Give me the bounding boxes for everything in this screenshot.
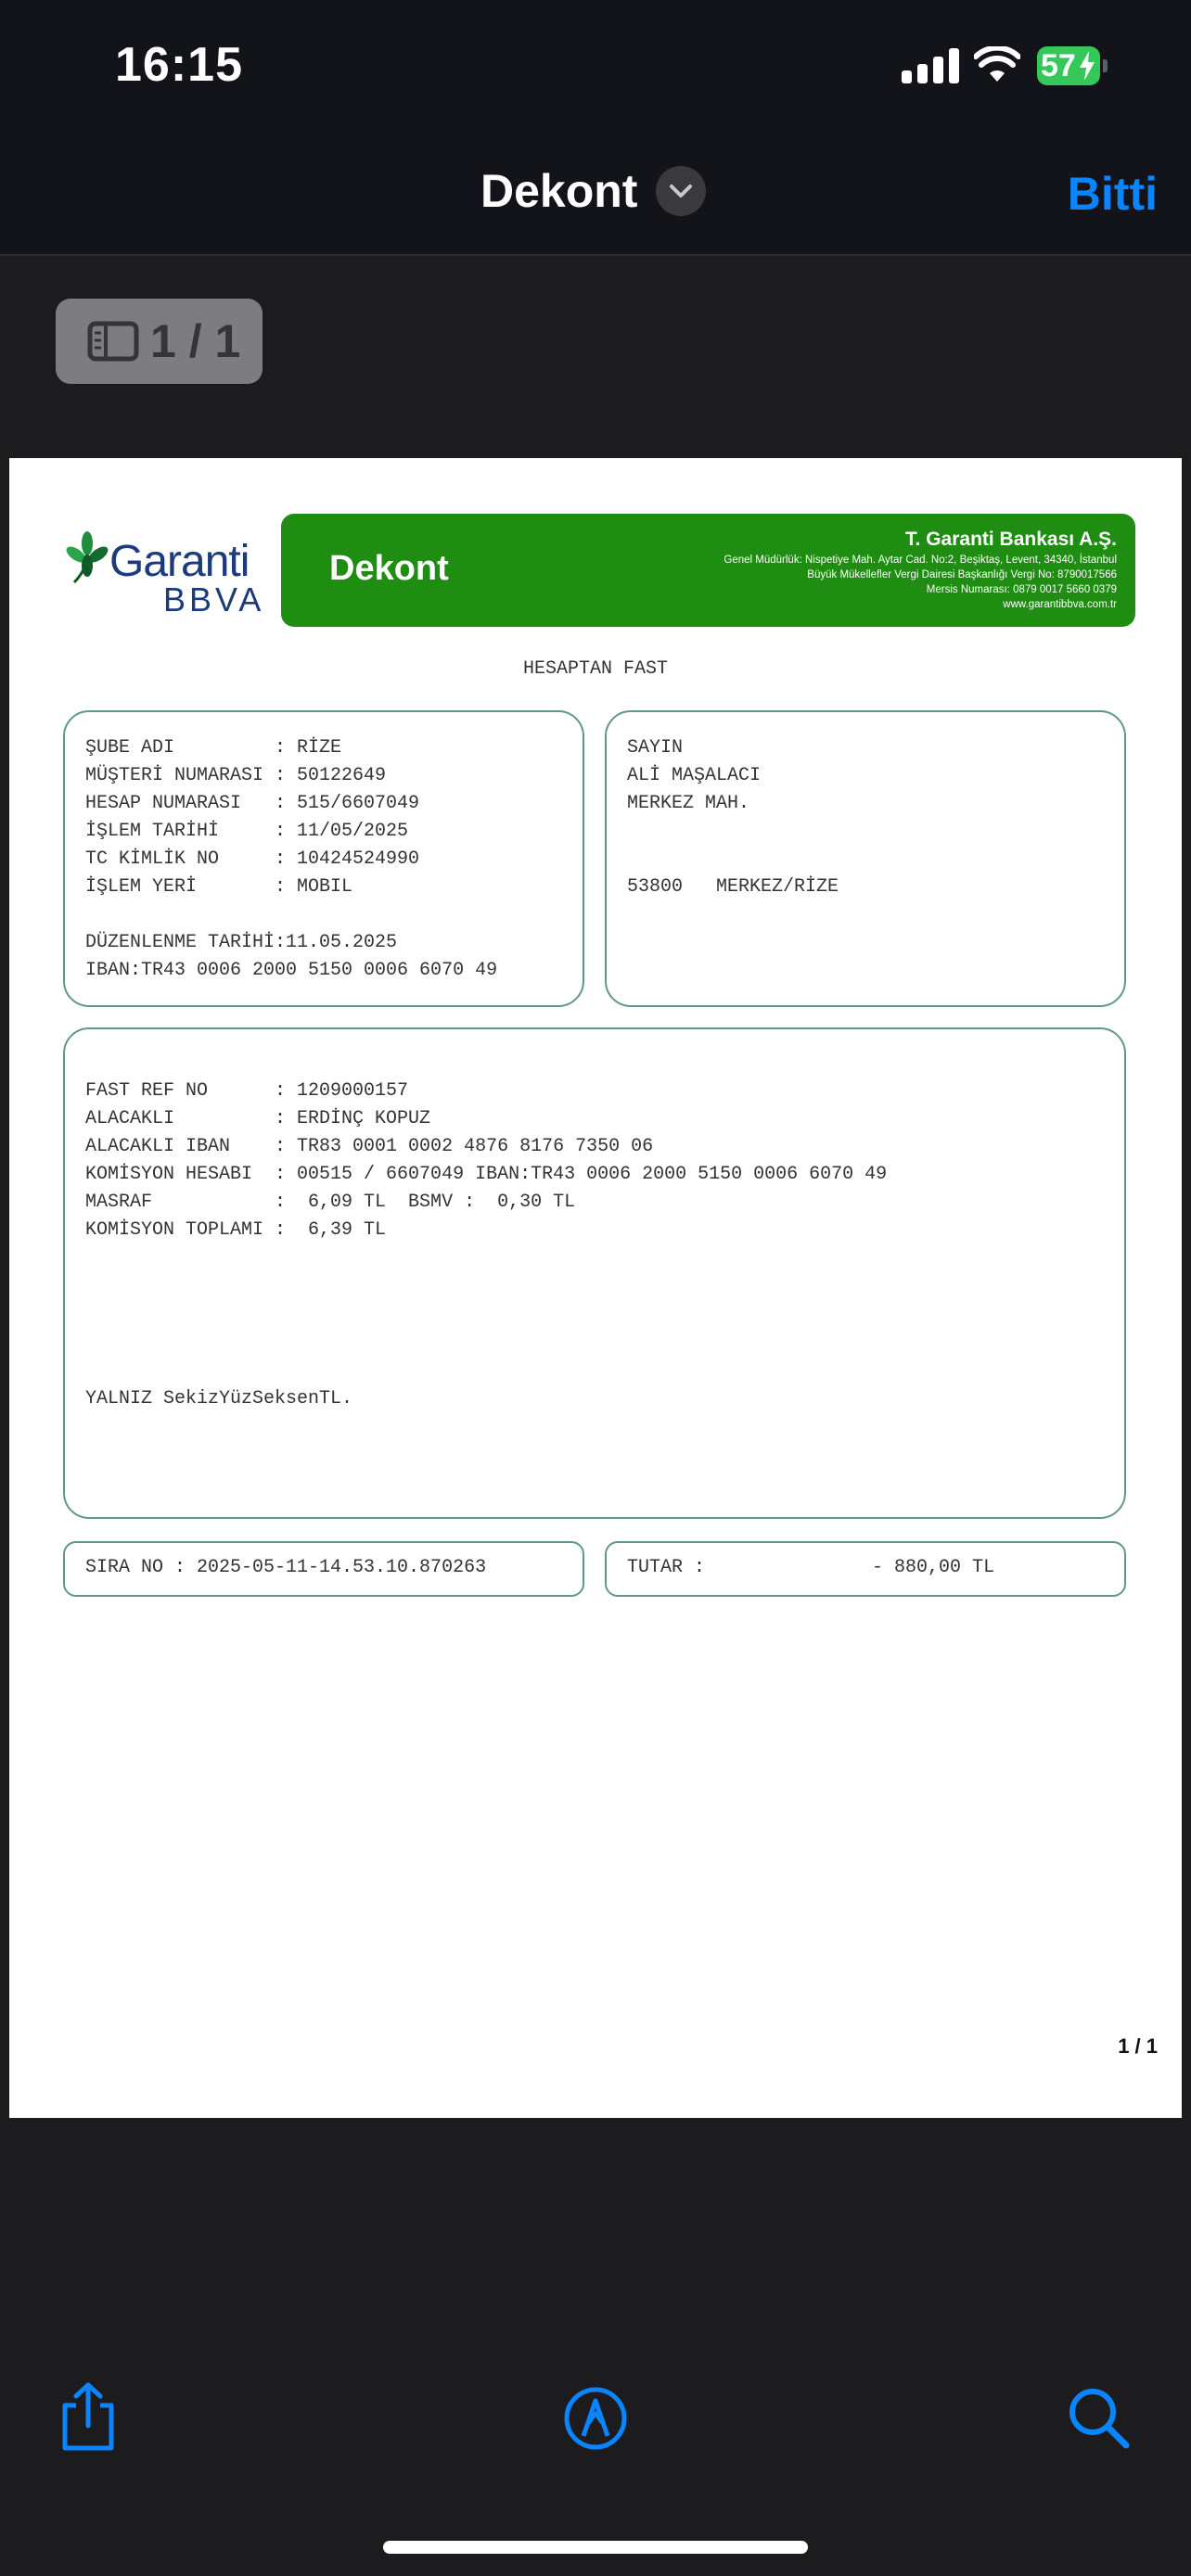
detail-line: KOMİSYON HESABI : 00515 / 6607049 IBAN:TR43 0006 2000 5150 0006 6070 49: [85, 1164, 888, 1185]
sidebar-icon: [87, 321, 139, 362]
logo-sub-text: BBVA: [163, 580, 265, 618]
document-banner: [281, 514, 1135, 627]
recipient-line: ALİ MAŞALACI: [627, 765, 762, 786]
clover-logo-icon: [65, 530, 109, 586]
detail-line: ALACAKLI : ERDİNÇ KOPUZ: [85, 1108, 431, 1129]
document-page: [9, 458, 1182, 2118]
account-line: İŞLEM TARİHİ : 11/05/2025: [85, 821, 409, 842]
amount-in-words: YALNIZ SekizYüzSeksenTL.: [85, 1388, 353, 1409]
battery-icon: [1037, 46, 1109, 85]
bank-website-line: www.garantibbva.com.tr: [1003, 599, 1117, 610]
status-bar: [0, 0, 1191, 130]
search-icon[interactable]: [1067, 2386, 1132, 2451]
title-dropdown-button[interactable]: [656, 166, 706, 216]
account-line: HESAP NUMARASI : 515/6607049: [85, 793, 420, 814]
total-box: [605, 1541, 1126, 1597]
garanti-bbva-logo: [65, 530, 265, 618]
transaction-type-heading: HESAPTAN FAST: [522, 658, 669, 680]
account-line: İŞLEM YERİ : MOBIL: [85, 876, 353, 898]
recipient-line: 53800 MERKEZ/RİZE: [627, 876, 839, 898]
total-amount: TUTAR : - 880,00 TL: [627, 1557, 995, 1578]
sequence-box: [63, 1541, 584, 1597]
done-button[interactable]: Bitti: [1067, 168, 1158, 220]
share-icon[interactable]: [56, 2381, 121, 2452]
recipient-line: MERKEZ MAH.: [627, 793, 750, 814]
account-info-box: [63, 710, 584, 1007]
logo-brand-text: Garanti: [109, 537, 250, 586]
bank-mersis-line: Mersis Numarası: 0879 0017 5660 0379: [926, 584, 1117, 595]
document-page-number: 1 / 1: [1118, 2034, 1158, 2058]
navigation-bar: [0, 130, 1191, 256]
battery-level: 57: [1041, 48, 1076, 83]
transfer-details-box: [63, 1027, 1126, 1519]
account-line: MÜŞTERİ NUMARASI : 50122649: [85, 765, 387, 786]
cellular-signal-icon: [902, 48, 959, 83]
bank-address-line: Genel Müdürlük: Nispetiye Mah. Aytar Cad. No:2, Beşiktaş, Levent, 34340, İstanbul: [724, 555, 1117, 566]
document-title-menu[interactable]: [480, 163, 706, 219]
account-line: IBAN:TR43 0006 2000 5150 0006 6070 49: [85, 960, 498, 981]
page-thumbnails-button[interactable]: [56, 299, 263, 384]
chevron-down-icon: [668, 183, 694, 199]
account-line: TC KİMLİK NO : 10424524990: [85, 848, 420, 870]
recipient-line: SAYIN: [627, 737, 684, 759]
banner-title: Dekont: [329, 549, 449, 588]
home-indicator: [383, 2541, 808, 2554]
bank-name: T. Garanti Bankası A.Ş.: [905, 529, 1117, 550]
sequence-number: SIRA NO : 2025-05-11-14.53.10.870263: [85, 1557, 487, 1578]
wifi-icon: [974, 46, 1020, 83]
detail-line: KOMİSYON TOPLAMI : 6,39 TL: [85, 1219, 387, 1241]
account-line: ŞUBE ADI : RİZE: [85, 737, 342, 759]
page-counter-label: 1 / 1: [150, 315, 241, 367]
nav-title: Dekont: [480, 165, 638, 217]
account-line: DÜZENLENME TARİHİ:11.05.2025: [85, 932, 398, 953]
bank-tax-line: Büyük Mükellefler Vergi Dairesi Başkanlığı Vergi No: 8790017566: [807, 569, 1117, 580]
recipient-box: [605, 710, 1126, 1007]
detail-line: ALACAKLI IBAN : TR83 0001 0002 4876 8176 7350 06: [85, 1136, 654, 1157]
detail-line: FAST REF NO : 1209000157: [85, 1080, 409, 1102]
charging-bolt-icon: [1078, 51, 1096, 81]
markup-icon[interactable]: [563, 2386, 628, 2451]
status-time: 16:15: [115, 38, 243, 92]
detail-line: MASRAF : 6,09 TL BSMV : 0,30 TL: [85, 1192, 576, 1213]
